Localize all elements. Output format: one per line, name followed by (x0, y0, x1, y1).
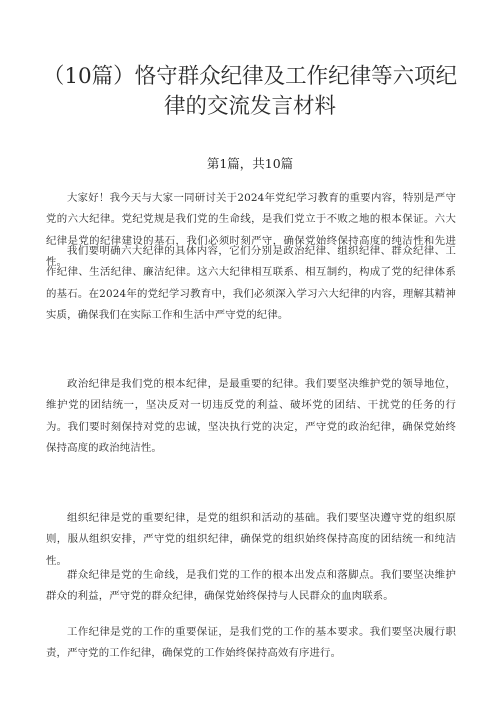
paragraph-1: 大家好！我今天与大家一同研讨关于2024年党纪学习教育的重要内容，特别是严守党的六大纪律。党纪党规是我们党的生命线，是我们党立于不败之地的根本保证。六大纪律是党的纪律建设的基石，我们必须时刻严守，确保党始终保持高度的纯洁性和先进性。 (46, 192, 456, 269)
paragraph-2: 我们要明确六大纪律的具体内容，它们分别是政治纪律、组织纪律、群众纪律、工作纪律、生活纪律、廉洁纪律。这六大纪律相互联系、相互制约，构成了党的纪律体系的基石。在2024年的党纪学习教育中，我们必须深入学习六大纪律的内容，理解其精神实质，确保我们在实际工作和生活中严守党的纪律。 (46, 245, 456, 322)
paragraph-6: 工作纪律是党的工作的重要保证，是我们党的工作的基本要求。我们要坚决履行职责，严守党的工作纪律，确保党的工作始终保持高效有序进行。 (46, 626, 456, 660)
document-subtitle: 第1篇，共10篇 (206, 156, 294, 171)
paragraph-3: 政治纪律是我们党的根本纪律，是最重要的纪律。我们要坚决维护党的领导地位，维护党的团结统一，坚决反对一切违反党的利益、破坏党的团结、干扰党的任务的行为。我们要时刻保持对党的忠诚，坚决执行党的决定，严守党的政治纪律，确保党始终保持高度的政治纯洁性。 (46, 378, 456, 455)
paragraph-5: 群众纪律是党的生命线，是我们党的工作的根本出发点和落脚点。我们要坚决维护群众的利益，严守党的群众纪律，确保党始终保持与人民群众的血肉联系。 (46, 569, 456, 603)
paragraph-4: 组织纪律是党的重要纪律，是党的组织和活动的基础。我们要坚决遵守党的组织原则，服从组织安排，严守党的组织纪律，确保党的组织始终保持高度的团结统一和纯洁性。 (46, 512, 456, 567)
document-title: （10篇）恪守群众纪律及工作纪律等六项纪律的交流发言材料 (42, 64, 458, 119)
